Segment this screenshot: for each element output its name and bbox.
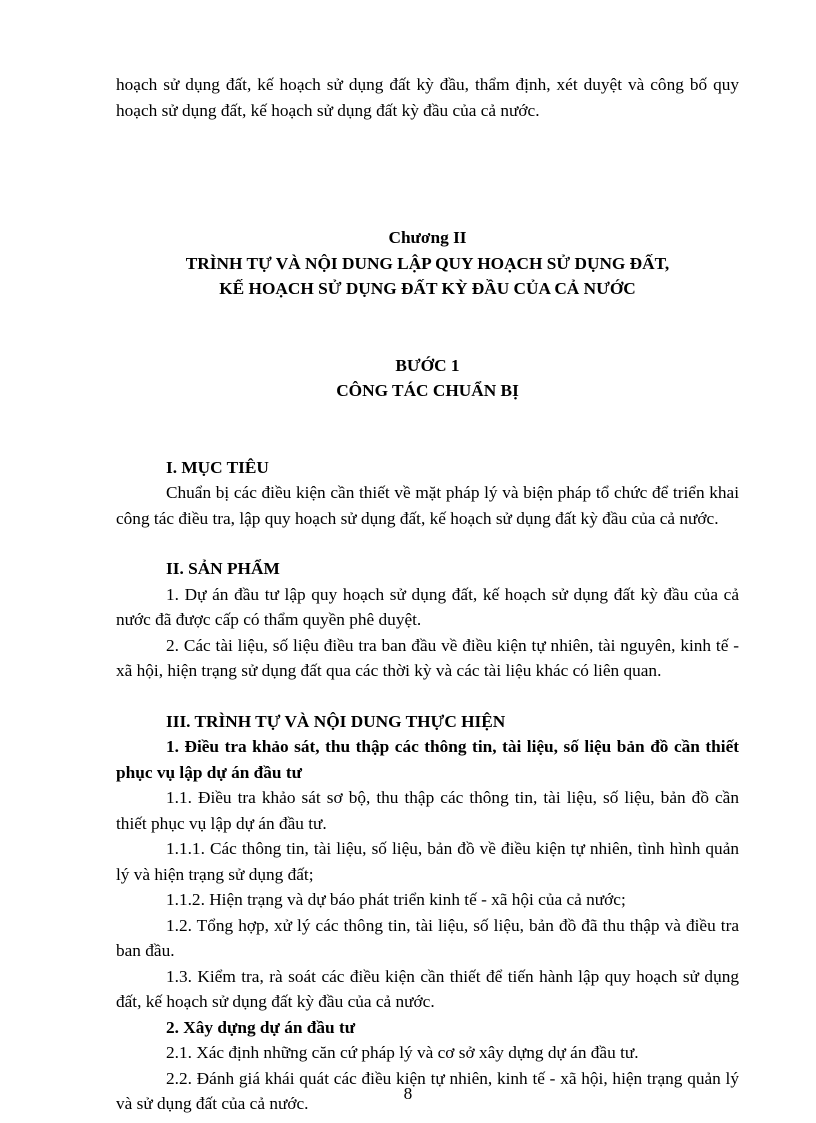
- procedure-item-1-1-1: 1.1.1. Các thông tin, tài liệu, số liệu, bản đồ về điều kiện tự nhiên, tình hình quản lý và hiện trạng sử dụng đất;: [116, 839, 739, 884]
- procedure-item-1-1: 1.1. Điều tra khảo sát sơ bộ, thu thập các thông tin, tài liệu, số liệu, bản đồ cần thiết phục vụ lập dự án đầu tư.: [116, 788, 739, 833]
- step-title: CÔNG TÁC CHUẨN BỊ: [336, 381, 519, 400]
- section-text-objective: Chuẩn bị các điều kiện cần thiết về mặt pháp lý và biện pháp tổ chức để triển khai công tác điều tra, lập quy hoạch sử dụng đất, kế hoạch sử dụng đất kỳ đầu của cả nước.: [116, 483, 739, 528]
- procedure-item-1-2: 1.2. Tổng hợp, xử lý các thông tin, tài liệu, số liệu, bản đồ đã thu thập và điều tra ban đầu.: [116, 915, 739, 960]
- subsection-heading-project: 2. Xây dựng dự án đầu tư: [166, 1017, 356, 1037]
- chapter-title-line2: KẾ HOẠCH SỬ DỤNG ĐẤT KỲ ĐẦU CỦA CẢ NƯỚC: [219, 279, 636, 298]
- chapter-title-line1: TRÌNH TỰ VÀ NỘI DUNG LẬP QUY HOẠCH SỬ DỤNG ĐẤT,: [185, 253, 670, 273]
- product-item-1: 1. Dự án đầu tư lập quy hoạch sử dụng đất, kế hoạch sử dụng đất kỳ đầu của cả nước đã được cấp có thẩm quyền phê duyệt.: [116, 584, 739, 629]
- procedure-item-2-2: 2.2. Đánh giá khái quát các điều kiện tự nhiên, kinh tế - xã hội, hiện trạng quản lý và sử dụng đất của cả nước.: [116, 1068, 739, 1113]
- section-heading-objective: I. MỤC TIÊU: [166, 457, 269, 477]
- product-item-2: 2. Các tài liệu, số liệu điều tra ban đầu về điều kiện tự nhiên, tài nguyên, kinh tế - xã hội, hiện trạng sử dụng đất qua các thời kỳ và các tài liệu khác có liên quan.: [116, 635, 739, 680]
- section-heading-product: II. SẢN PHẨM: [166, 559, 280, 578]
- procedure-item-1-3: 1.3. Kiểm tra, rà soát các điều kiện cần thiết để tiến hành lập quy hoạch sử dụng đất, kế hoạch sử dụng đất kỳ đầu của cả nước.: [116, 966, 739, 1011]
- subsection-heading-survey: 1. Điều tra khảo sát, thu thập các thông tin, tài liệu, số liệu bản đồ cần thiết phục vụ lập dự án đầu tư: [116, 737, 739, 782]
- intro-paragraph: hoạch sử dụng đất, kế hoạch sử dụng đất kỳ đầu, thẩm định, xét duyệt và công bố quy hoạch sử dụng đất, kế hoạch sử dụng đất kỳ đầu của cả nước.: [116, 75, 739, 120]
- procedure-item-2-1: 2.1. Xác định những căn cứ pháp lý và cơ sở xây dựng dự án đầu tư.: [166, 1043, 639, 1062]
- page-number: 8: [403, 1084, 413, 1103]
- procedure-item-1-1-2: 1.1.2. Hiện trạng và dự báo phát triển kinh tế - xã hội của cả nước;: [166, 890, 626, 909]
- step-label: BƯỚC 1: [395, 355, 460, 375]
- chapter-label: Chương II: [388, 228, 467, 247]
- document-page: [116, 72, 739, 1117]
- section-heading-procedure: III. TRÌNH TỰ VÀ NỘI DUNG THỰC HIỆN: [166, 711, 506, 731]
